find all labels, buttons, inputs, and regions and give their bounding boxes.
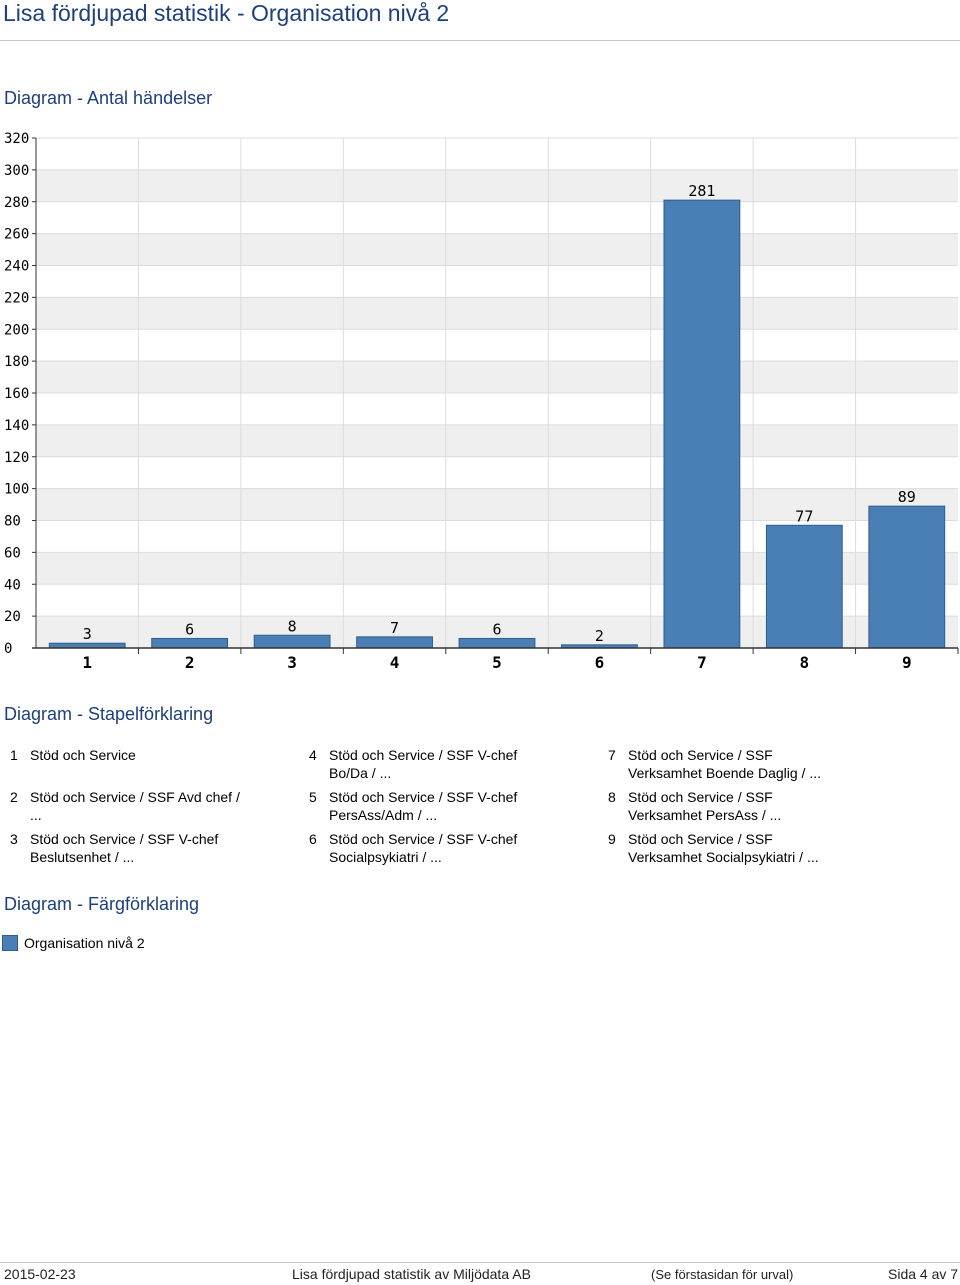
grid-band bbox=[36, 425, 958, 457]
bar-legend-line: Stöd och Service / SSF V-chef bbox=[30, 831, 219, 847]
bar-7 bbox=[664, 200, 740, 648]
bar-legend-number: 8 bbox=[608, 789, 616, 805]
bar-legend-line: Socialpsykiatri / ... bbox=[329, 849, 442, 865]
y-tick-label: 200 bbox=[4, 322, 30, 339]
y-tick-label: 120 bbox=[4, 449, 30, 466]
y-tick-label: 60 bbox=[4, 545, 21, 562]
bar-legend-number: 3 bbox=[10, 831, 18, 847]
bar-legend-number: 5 bbox=[309, 789, 317, 805]
y-tick-label: 280 bbox=[4, 194, 30, 211]
bar-legend-line: Verksamhet Socialpsykiatri / ... bbox=[628, 849, 819, 865]
chart-section-title: Diagram - Antal händelser bbox=[4, 88, 213, 108]
y-tick-label: 240 bbox=[4, 258, 30, 275]
x-axis bbox=[32, 648, 958, 668]
y-axis bbox=[4, 131, 36, 657]
bar-5 bbox=[459, 638, 535, 648]
bar-legend-text bbox=[329, 788, 561, 824]
bar-legend-line: Stöd och Service / SSF V-chef bbox=[329, 831, 518, 847]
bar-legend-line: Stöd och Service / SSF V-chef bbox=[329, 747, 518, 763]
bar-legend-text bbox=[329, 746, 561, 782]
footer-center-text: Lisa fördjupad statistik av Miljödata AB bbox=[292, 1266, 531, 1282]
bar-legend-line: Stöd och Service bbox=[30, 747, 136, 763]
bar-legend-text bbox=[30, 830, 262, 866]
color-legend-swatch bbox=[2, 935, 18, 951]
bar-legend-line: Verksamhet Boende Daglig / ... bbox=[628, 765, 821, 781]
footer-divider bbox=[0, 1262, 960, 1263]
bar-legend-text bbox=[30, 746, 262, 764]
bar-value-label: 6 bbox=[492, 620, 502, 639]
bar-legend-number: 7 bbox=[608, 747, 616, 763]
y-tick-label: 180 bbox=[4, 354, 30, 371]
x-tick-label: 4 bbox=[389, 653, 400, 668]
bar-4 bbox=[357, 637, 433, 648]
bar-legend-text bbox=[30, 788, 262, 824]
bar-legend-text bbox=[329, 830, 561, 866]
bar-legend-line: Stöd och Service / SSF bbox=[628, 747, 773, 763]
bar-legend-title: Diagram - Stapelförklaring bbox=[4, 704, 214, 724]
x-tick-label: 2 bbox=[184, 653, 195, 668]
bar-value-label: 281 bbox=[688, 182, 716, 201]
y-tick-label: 300 bbox=[4, 162, 30, 179]
bar-legend-line: PersAss/Adm / ... bbox=[329, 807, 438, 823]
y-tick-label: 320 bbox=[4, 131, 30, 147]
x-tick-label: 5 bbox=[492, 653, 502, 668]
x-tick-label: 6 bbox=[594, 653, 605, 668]
bar-legend-number: 9 bbox=[608, 831, 616, 847]
x-tick-label: 1 bbox=[82, 653, 93, 668]
bar-value-label: 7 bbox=[390, 618, 400, 637]
grid-band bbox=[36, 234, 958, 266]
bar-value-label: 2 bbox=[594, 626, 604, 645]
bar-chart bbox=[0, 128, 960, 668]
bar-legend-text bbox=[628, 746, 860, 782]
bar-value-label: 89 bbox=[897, 488, 916, 507]
bar-value-label: 77 bbox=[795, 507, 814, 526]
grid-band bbox=[36, 170, 958, 202]
y-tick-label: 100 bbox=[4, 481, 30, 498]
y-tick-label: 40 bbox=[4, 577, 21, 594]
color-legend-title: Diagram - Färgförklaring bbox=[4, 894, 200, 914]
grid-band bbox=[36, 489, 958, 521]
bar-9 bbox=[869, 506, 945, 648]
x-tick-label: 9 bbox=[901, 653, 912, 668]
bar-legend-line: Bo/Da / ... bbox=[329, 765, 392, 781]
y-tick-label: 0 bbox=[4, 641, 13, 657]
bar-legend-text bbox=[628, 830, 860, 866]
footer-page-number: Sida 4 av 7 bbox=[888, 1266, 959, 1282]
footer-note: (Se förstasidan för urval) bbox=[651, 1267, 794, 1282]
bar-legend-number: 6 bbox=[309, 831, 317, 847]
bar-legend-line: Stöd och Service / SSF bbox=[628, 831, 773, 847]
footer-date: 2015-02-23 bbox=[4, 1266, 76, 1282]
grid-band bbox=[36, 297, 958, 329]
grid-band bbox=[36, 361, 958, 393]
x-tick-label: 7 bbox=[697, 653, 707, 668]
bar-value-label: 8 bbox=[287, 617, 297, 636]
x-tick-label: 3 bbox=[287, 653, 297, 668]
bar-legend-number: 2 bbox=[10, 789, 18, 805]
bar-legend-line: Verksamhet PersAss / ... bbox=[628, 807, 782, 823]
color-legend-label: Organisation nivå 2 bbox=[24, 935, 145, 951]
bar-value-label: 3 bbox=[82, 625, 92, 644]
bar-legend-text bbox=[628, 788, 860, 824]
title-divider bbox=[0, 40, 960, 41]
bar-legend-number: 1 bbox=[10, 747, 18, 763]
bar-legend-line: ... bbox=[30, 807, 42, 823]
y-tick-label: 140 bbox=[4, 417, 30, 434]
y-tick-label: 260 bbox=[4, 226, 30, 243]
bar-legend-line: Stöd och Service / SSF Avd chef / bbox=[30, 789, 240, 805]
bar-3 bbox=[254, 635, 330, 648]
x-tick-label: 8 bbox=[799, 653, 810, 668]
bar-legend-line: Beslutsenhet / ... bbox=[30, 849, 135, 865]
bar-legend-line: Stöd och Service / SSF bbox=[628, 789, 773, 805]
y-tick-label: 220 bbox=[4, 290, 30, 307]
page-title: Lisa fördjupad statistik - Organisation nivå 2 bbox=[3, 0, 450, 26]
y-tick-label: 80 bbox=[4, 513, 21, 530]
bar-2 bbox=[152, 638, 228, 648]
bar-value-label: 6 bbox=[185, 620, 195, 639]
bar-legend-line: Stöd och Service / SSF V-chef bbox=[329, 789, 518, 805]
bar-legend-number: 4 bbox=[309, 747, 317, 763]
bar-8 bbox=[766, 525, 842, 648]
y-tick-label: 160 bbox=[4, 386, 30, 402]
y-tick-label: 20 bbox=[4, 609, 21, 626]
